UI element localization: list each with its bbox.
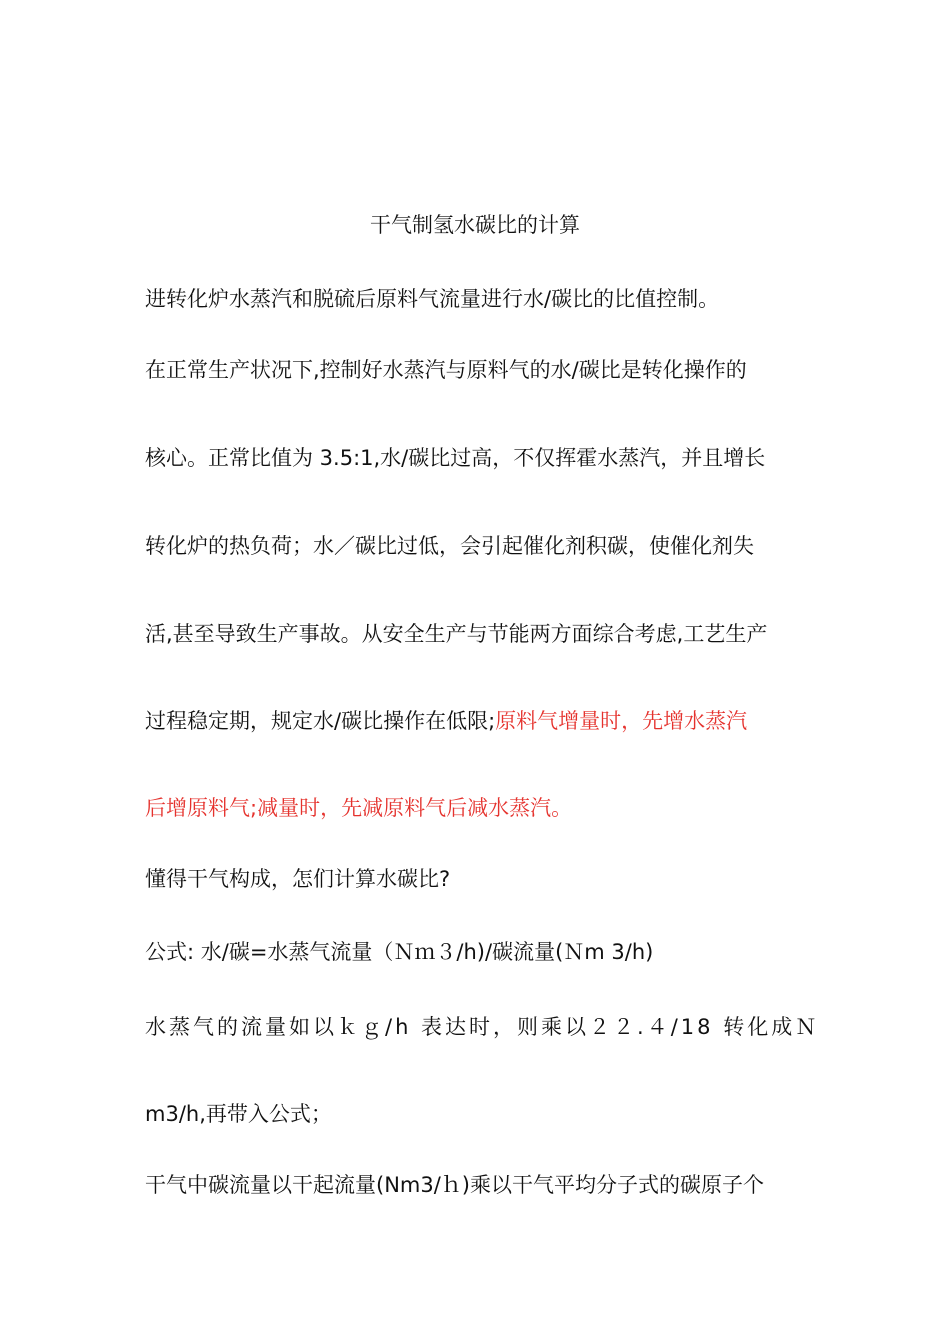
paragraph-line-7-highlighted: 后增原料气;减量时，先减原料气后减水蒸汽。 xyxy=(145,796,573,820)
question-line: 懂得干气构成，怎们计算水碳比? xyxy=(145,867,451,891)
line-6-highlighted-text: 原料气增量时，先增水蒸汽 xyxy=(495,709,748,733)
paragraph-line-4: 转化炉的热负荷；水／碳比过低，会引起催化剂积碳，使催化剂失 xyxy=(145,534,754,558)
conversion-line: 水蒸气的流量如以ｋｇ/h 表达时，则乘以２２.４/18 转化成Ｎ xyxy=(145,1015,820,1039)
line-6-normal-text: 过程稳定期，规定水/碳比操作在低限; xyxy=(145,709,496,733)
paragraph-line-6 xyxy=(145,706,747,736)
document-title: 干气制氢水碳比的计算 xyxy=(370,213,580,237)
conversion-line-continued: m3/h,再带入公式； xyxy=(145,1102,332,1126)
paragraph-line-2: 在正常生产状况下,控制好水蒸汽与原料气的水/碳比是转化操作的 xyxy=(145,358,747,382)
paragraph-line-5: 活,甚至导致生产事故。从安全生产与节能两方面综合考虑,工艺生产 xyxy=(145,622,768,646)
paragraph-line-1: 进转化炉水蒸汽和脱硫后原料气流量进行水/碳比的比值控制。 xyxy=(145,287,720,311)
formula-line: 公式: 水/碳=水蒸气流量（Ｎｍ３/h)/碳流量(Ｎm 3/h) xyxy=(145,940,654,964)
carbon-flow-line: 干气中碳流量以干起流量(Nm3/ｈ)乘以干气平均分子式的碳原子个 xyxy=(145,1173,764,1197)
paragraph-line-3: 核心。正常比值为 3.5:1,水/碳比过高，不仅挥霍水蒸汽，并且增长 xyxy=(145,446,766,470)
